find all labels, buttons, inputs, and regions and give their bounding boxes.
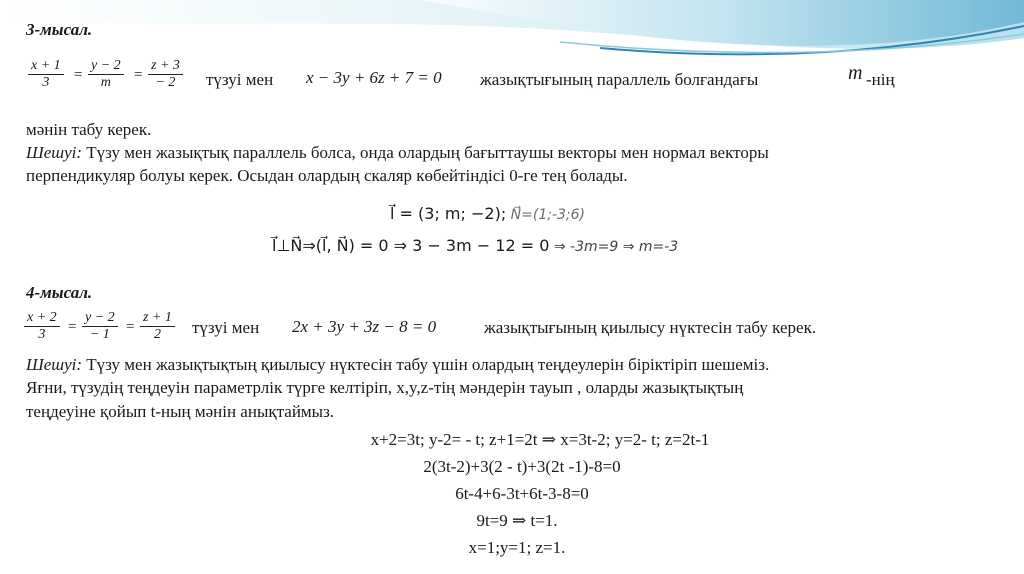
m-solution: ⇒ -3m=9 ⇒ m=-3	[549, 239, 679, 255]
solution-label: Шешуі:	[26, 143, 83, 162]
example3-line4: перпендикуляр болуы керек. Осыдан олардың скаляр көбейтіндісі 0-ге тең болады.	[26, 166, 628, 185]
solution-label: Шешуі:	[26, 355, 83, 374]
example4-line4: теңдеуіне қойып t-ның мәнін анықтаймыз.	[26, 402, 335, 421]
equals-sign: =	[68, 319, 77, 335]
example4-solution-line	[26, 355, 769, 375]
example3-plane-equation: x − 3y + 6z + 7 = 0	[306, 68, 442, 87]
fraction-numerator: x + 1	[28, 58, 64, 75]
example3-title: 3-мысал.	[26, 20, 93, 39]
fraction-numerator: y − 2	[82, 310, 118, 327]
example4-plane-equation: 2x + 3y + 3z − 8 = 0	[292, 317, 437, 336]
fraction-numerator: y − 2	[88, 58, 124, 75]
fraction-denominator: m	[100, 75, 111, 90]
equals-sign: =	[134, 67, 143, 83]
fraction-denominator: 3	[42, 75, 50, 90]
example4-line-word: түзуі мен	[192, 318, 260, 337]
example3-m-variable: m	[848, 62, 863, 84]
example3-fraction-y	[88, 58, 124, 91]
solution-text: Түзу мен жазықтық параллель болса, онда олардың бағыттаушы векторы мен нормал векторы	[82, 143, 769, 162]
example4-step-1: x+2=3t; y-2= - t; z+1=2t ⇒ x=3t-2; y=2- t; z=2t-1	[370, 430, 710, 449]
example3-text-after: жазықтығының параллель болғандағы	[480, 70, 759, 89]
example3-m-suffix: -нің	[866, 70, 895, 89]
fraction-numerator: z + 1	[140, 310, 175, 327]
scalar-product-equation: l⃗⊥N⃗⇒(l⃗, N⃗) = 0 ⇒ 3 − 3m − 12 = 0	[272, 236, 550, 255]
example4-text-after: жазықтығының қиылысу нүктесін табу керек.	[484, 318, 817, 337]
fraction-numerator: z + 3	[148, 58, 183, 75]
example4-step-3: 6t-4+6-3t+6t-3-8=0	[455, 484, 589, 503]
equals-sign: =	[74, 67, 83, 83]
example3-line2: мәнін табу керек.	[26, 120, 152, 139]
example3-vectors-line	[390, 204, 585, 223]
example4-line3: Яғни, түзудің теңдеуін параметрлік түрге келтіріп, x,y,z-тің мәндерін тауып , оларды жазықтықтың	[26, 378, 744, 397]
example3-fraction-z	[148, 58, 183, 91]
equals-sign: =	[126, 319, 135, 335]
example4-fraction-y	[82, 310, 118, 343]
example4-step-4: 9t=9 ⇒ t=1.	[476, 511, 558, 530]
example4-step-2: 2(3t-2)+3(2 - t)+3(2t -1)-8=0	[423, 457, 621, 476]
vector-n-definition: N⃗=(1;-3;6)	[506, 207, 585, 223]
example4-step-5: x=1;y=1; z=1.	[468, 538, 566, 557]
fraction-denominator: 2	[153, 327, 161, 342]
example3-line-word: түзуі мен	[206, 70, 274, 89]
example4-fraction-z	[140, 310, 175, 343]
example3-fraction-x	[28, 58, 64, 91]
fraction-denominator: − 1	[89, 327, 110, 342]
example3-perpendicular-line	[272, 236, 678, 255]
fraction-numerator: x + 2	[24, 310, 60, 327]
fraction-denominator: 3	[38, 327, 46, 342]
example4-fraction-x	[24, 310, 60, 343]
vector-l-definition: l⃗ = (3; m; −2);	[390, 204, 507, 223]
fraction-denominator: − 2	[155, 75, 176, 90]
solution-text: Түзу мен жазықтықтың қиылысу нүктесін табу үшін олардың теңдеулерін біріктіріп шешеміз.	[82, 355, 770, 374]
example3-solution-line	[26, 143, 769, 163]
example4-title: 4-мысал.	[26, 283, 93, 302]
